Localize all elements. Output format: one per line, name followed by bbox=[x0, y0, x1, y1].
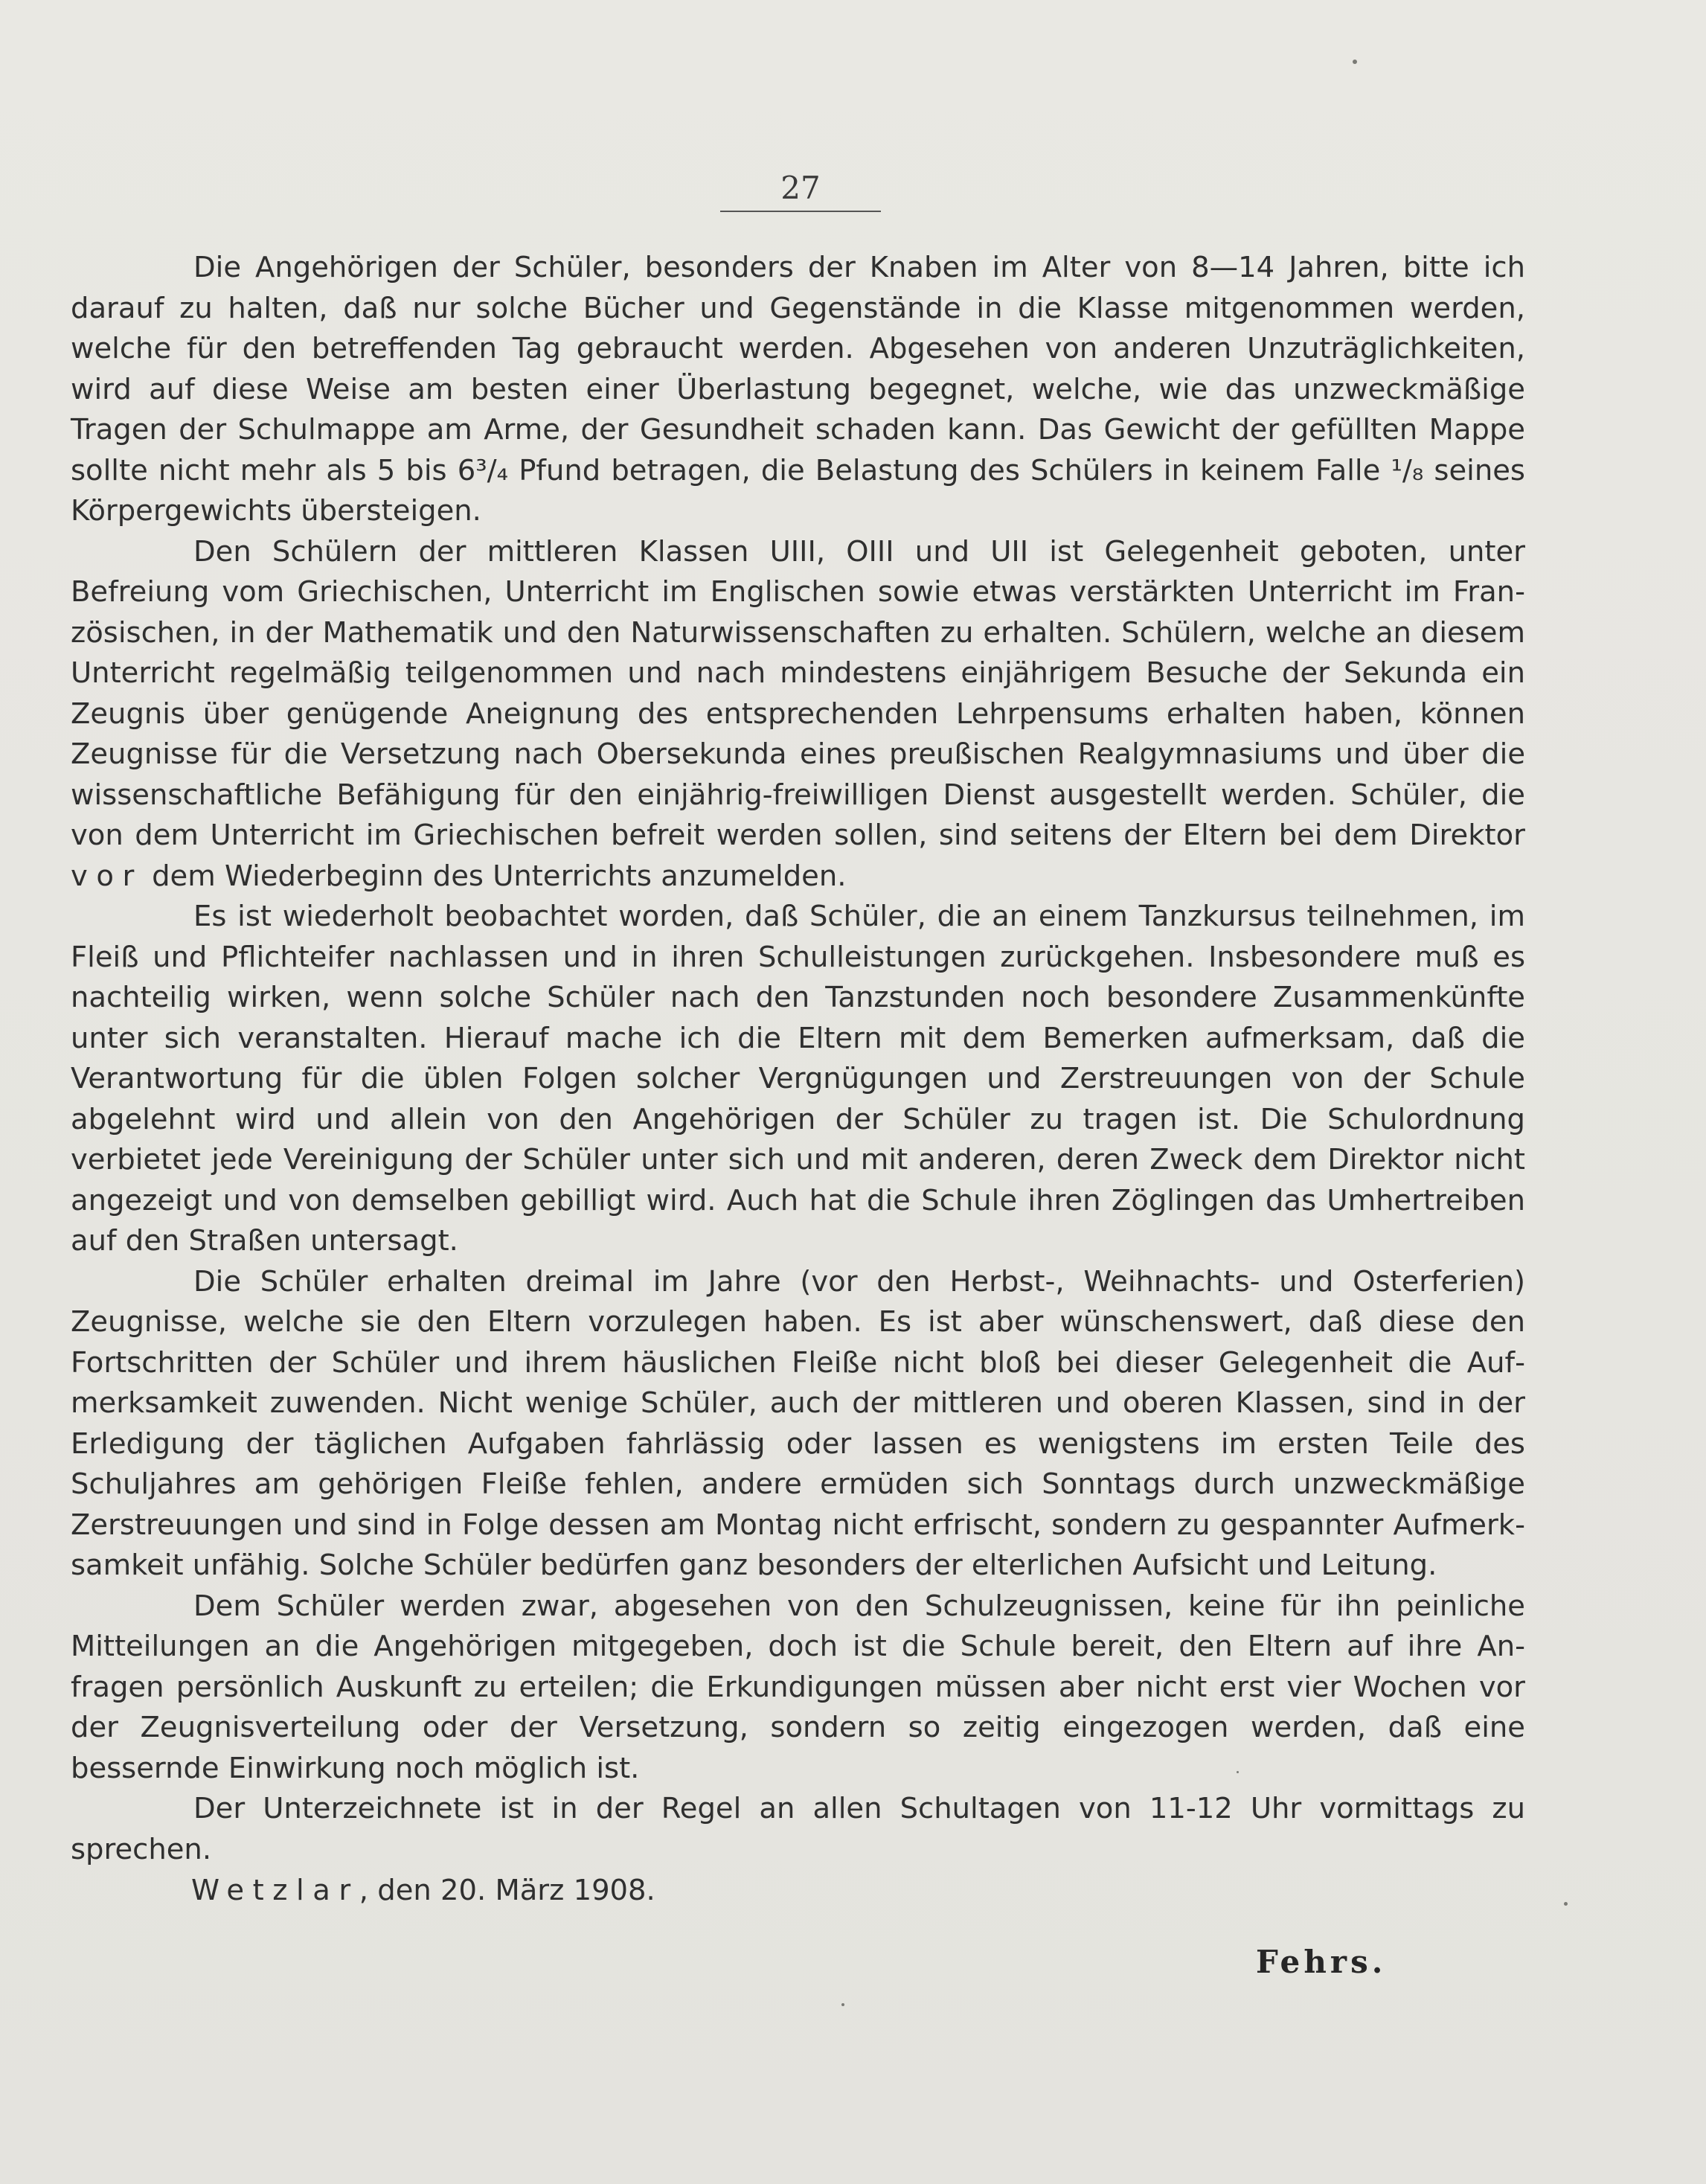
place-date-line bbox=[191, 1871, 655, 1911]
place-name: Wetzlar bbox=[191, 1874, 359, 1907]
paper-speck bbox=[1237, 1771, 1239, 1773]
paper-speck bbox=[1353, 60, 1357, 64]
paper-speck bbox=[841, 2003, 844, 2006]
paragraph-report-cards: Die Schüler erhalten dreimal im Jahre (vor den Herbst-, Weihnachts- und Osterferien) Zeugnisse, welche sie den Eltern vorzulegen haben. Es ist aber wünschenswert, daß diese den Fortschritten der Schüler und ihrem häuslichen Fleiße nicht bloß bei dieser Gelegenheit die Aufmerksamkeit zuwenden. Nicht wenige Schüler, auch der mittleren und oberen Klassen, sind in der Erledigung der täglichen Aufgaben fahrlässig oder lassen es wenigstens im ersten Teile des Schuljahres am gehörigen Fleiße fehlen, andere ermüden sich Sonntags durch unzweckmäßige Zerstreuungen und sind in Folge dessen am Montag nicht erfrischt, sondern zu gespannter Aufmerksamkeit unfähig. Solche Schüler bedürfen ganz besonders der elterlichen Aufsicht und Leitung. bbox=[71, 1264, 1525, 1582]
paragraph-greek-exemption-text: Den Schülern der mittleren Klassen UIII, OIII und UII ist Gelegenheit geboten, unter Befreiung vom Griechischen, Unterricht im Englischen sowie etwas verstärkten Unterricht im Französischen, in der Mathematik und den Naturwissenschaften zu erhalten. Schülern, welche an diesem Unterricht regelmäßig teilgenommen und nach mindestens einjährigem Besuche der Sekunda ein Zeugnis über genügende Aneignung des entsprechenden Lehrpensums erhalten haben, können Zeugnisse für die Versetzung nach Obersekunda eines preußischen Realgymnasiums und über die wissenschaftliche Befähigung für den einjährig-freiwilligen Dienst ausgestellt werden. Schüler, die von dem Unterricht im Griechischen befreit werden sollen, sind seitens der Eltern bei dem Direktor bbox=[71, 534, 1525, 852]
signature: Fehrs. bbox=[1256, 1944, 1387, 1980]
paragraph-dance-course: Es ist wiederholt beobachtet worden, daß Schüler, die an einem Tanzkursus teilnehmen, im Fleiß und Pflichteifer nachlassen und in ihren Schulleistungen zurückgehen. Insbesondere muß es nachteilig wirken, wenn solche Schüler nach den Tanzstunden noch besondere Zusammenkünfte unter sich veranstalten. Hierauf mache ich die Eltern mit dem Bemerken aufmerksam, daß die Verantwortung für die üblen Folgen solcher Vergnügungen und Zerstreuungen von der Schule abgelehnt wird und allein von den Angehörigen der Schüler zu tragen ist. Die Schulordnung verbietet jede Vereinigung der Schüler unter sich und mit anderen, deren Zweck dem Direktor nicht angezeigt und von demselben gebilligt wird. Auch hat die Schule ihren Zöglingen das Umhertreiben auf den Straßen untersagt. bbox=[71, 900, 1525, 1258]
paper-speck bbox=[1564, 1902, 1568, 1906]
emphasized-word: vor bbox=[71, 859, 143, 893]
paragraph-greek-exemption-end: dem Wiederbeginn des Unterrichts anzumelden. bbox=[152, 859, 847, 893]
paragraph-greek-exemption bbox=[71, 532, 1525, 897]
page-number: 27 bbox=[720, 170, 881, 212]
paragraph-office-hours: Der Unterzeichnete ist in der Regel an allen Schultagen von 11-12 Uhr vormittags zu sprechen. bbox=[71, 1792, 1525, 1866]
paragraph-parent-inquiries: Dem Schüler werden zwar, abgesehen von den Schulzeugnissen, keine für ihn peinliche Mitteilungen an die Angehörigen mitgegeben, doch ist die Schule bereit, den Eltern auf ihre Anfragen persönlich Auskunft zu erteilen; die Erkundigungen müssen aber nicht erst vier Wochen vor der Zeugnisverteilung oder der Versetzung, sondern so zeitig eingezogen werden, daß eine bessernde Einwirkung noch möglich ist. bbox=[71, 1589, 1525, 1785]
body-text bbox=[71, 248, 1525, 1870]
paragraph-school-supplies: Die Angehörigen der Schüler, besonders der Knaben im Alter von 8—14 Jahren, bitte ich darauf zu halten, daß nur solche Bücher und Gegenstände in die Klasse mitgenommen werden, welche für den betreffenden Tag gebraucht werden. Abgesehen von anderen Unzuträglichkeiten, wird auf diese Weise am besten einer Überlastung begegnet, welche, wie das unzweckmäßige Tragen der Schulmappe am Arme, der Gesundheit schaden kann. Das Gewicht der gefüllten Mappe sollte nicht mehr als 5 bis 6³/₄ Pfund betragen, die Belastung des Schülers in keinem Falle ¹/₈ seines Körpergewichts übersteigen. bbox=[71, 251, 1525, 528]
date-text: , den 20. März 1908. bbox=[359, 1874, 655, 1907]
